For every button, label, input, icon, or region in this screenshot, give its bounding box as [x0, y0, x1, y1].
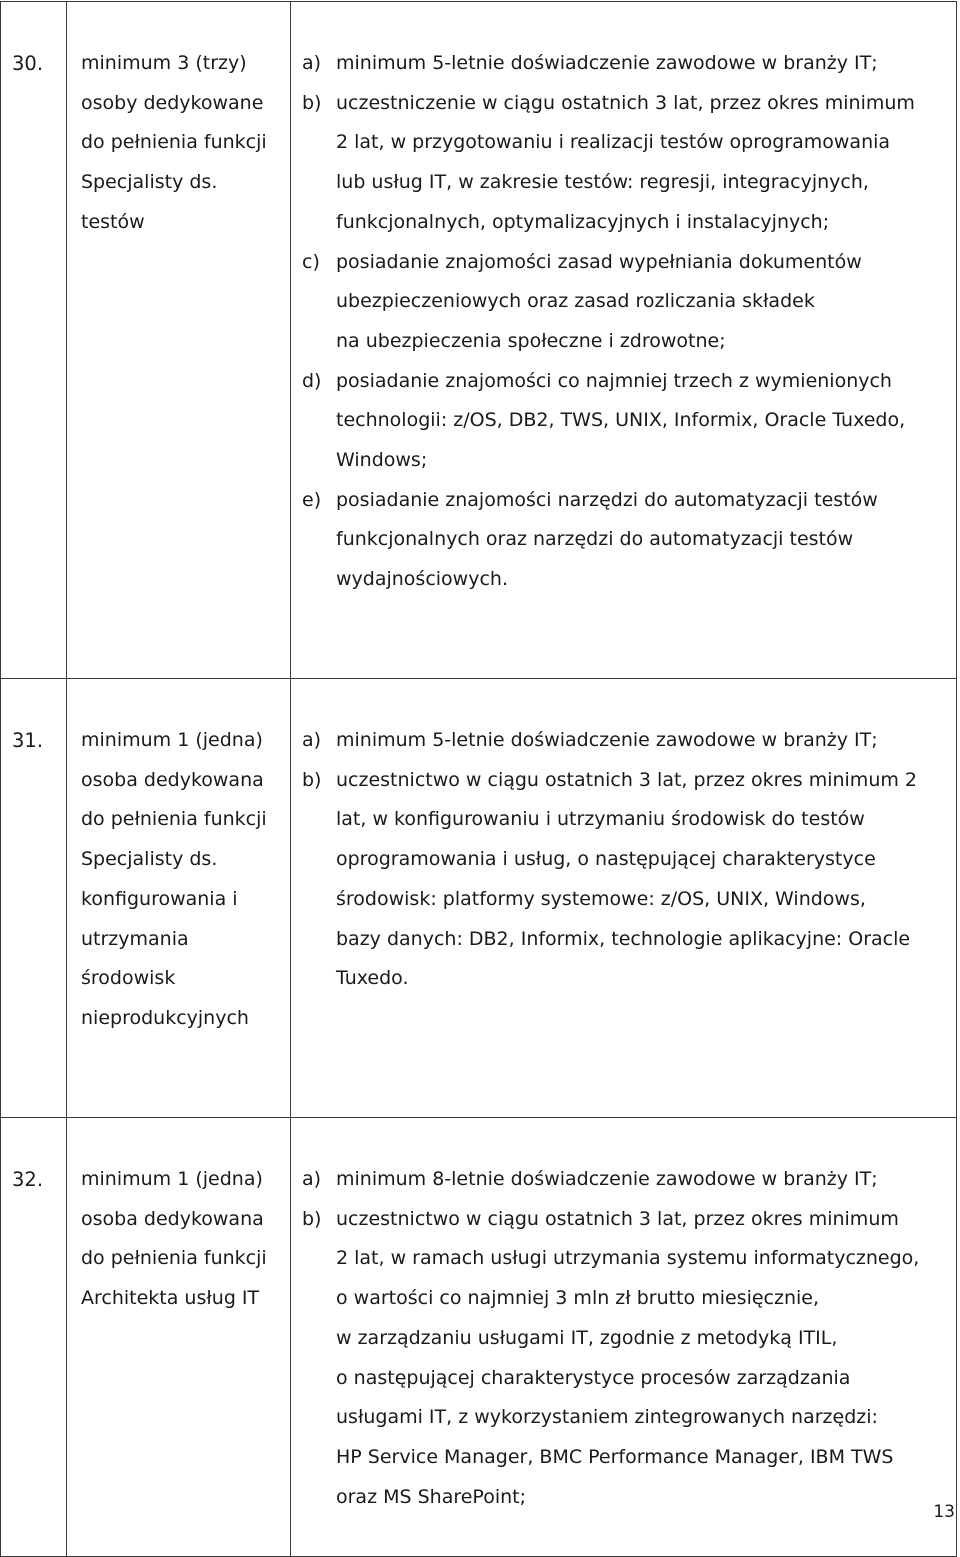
requirement-item [302, 84, 950, 243]
requirement-line: posiadanie znajomości co najmniej trzech z wymienionych [336, 369, 892, 392]
requirements-table [0, 1, 957, 1557]
requirement-item [302, 243, 950, 362]
requirement-line: uczestnictwo w ciągu ostatnich 3 lat, przez okres minimum 2 [336, 768, 917, 791]
requirement-letter: b) [302, 1207, 322, 1230]
role-line: osoba dedykowana [81, 1207, 264, 1230]
row-number: 30. [12, 52, 44, 75]
requirement-letter: b) [302, 768, 322, 791]
requirement-letter: a) [302, 729, 322, 751]
requirement-line: usługami IT, z wykorzystaniem zintegrowanych narzędzi: [336, 1406, 878, 1429]
requirement-item [302, 721, 950, 761]
role-line: testów [81, 210, 145, 233]
requirement-item [302, 44, 950, 84]
row-number-cell [1, 2, 67, 679]
requirement-letter: d) [302, 369, 322, 392]
requirement-letter: e) [302, 488, 322, 511]
row-number-cell [1, 679, 67, 1118]
requirement-line: środowisk: platformy systemowe: z/OS, UNIX, Windows, [336, 887, 866, 910]
requirement-item [302, 1160, 950, 1200]
role-line: do pełnienia funkcji [81, 808, 267, 831]
requirement-line: Windows; [336, 449, 428, 472]
requirement-line: uczestnictwo w ciągu ostatnich 3 lat, przez okres minimum [336, 1207, 899, 1230]
requirement-line: w zarządzaniu usługami IT, zgodnie z metodyką ITIL, [336, 1326, 838, 1349]
row-number-cell [1, 1118, 67, 1557]
requirements-cell [291, 679, 957, 1118]
table-row [1, 1118, 957, 1557]
requirement-line: technologii: z/OS, DB2, TWS, UNIX, Informix, Oracle Tuxedo, [336, 409, 906, 432]
role-line: do pełnienia funkcji [81, 131, 267, 154]
requirement-line: funkcjonalnych, optymalizacyjnych i instalacyjnych; [336, 210, 830, 233]
requirement-line: posiadanie znajomości narzędzi do automatyzacji testów [336, 488, 878, 511]
requirement-line: o następującej charakterystyce procesów zarządzania [336, 1366, 851, 1389]
role-line: Specjalisty ds. [81, 171, 218, 194]
row-number: 32. [12, 1168, 44, 1191]
requirement-line: oraz MS SharePoint; [336, 1485, 526, 1508]
role-line: minimum 3 (trzy) [81, 52, 247, 74]
role-line: do pełnienia funkcji [81, 1247, 267, 1270]
requirement-line: minimum 5-letnie doświadczenie zawodowe w branży IT; [336, 729, 878, 751]
role-line: Specjalisty ds. [81, 848, 218, 871]
requirement-item [302, 362, 950, 481]
requirement-item [302, 481, 950, 600]
requirement-line: uczestniczenie w ciągu ostatnich 3 lat, przez okres minimum [336, 91, 915, 114]
role-line: minimum 1 (jedna) [81, 1168, 263, 1190]
requirement-line: lat, w konfigurowaniu i utrzymaniu środowisk do testów [336, 808, 865, 831]
role-line: środowisk [81, 967, 176, 990]
requirement-line: wydajnościowych. [336, 568, 508, 591]
requirement-letter: b) [302, 91, 322, 114]
requirement-line: HP Service Manager, BMC Performance Manager, IBM TWS [336, 1445, 894, 1468]
role-cell [67, 2, 291, 679]
role-line: osoby dedykowane [81, 91, 264, 114]
role-line: osoba dedykowana [81, 768, 264, 791]
role-line: utrzymania [81, 927, 189, 950]
table-row [1, 679, 957, 1118]
requirement-line: Tuxedo. [336, 967, 409, 990]
role-line: nieprodukcyjnych [81, 1006, 249, 1029]
requirement-line: 2 lat, w ramach usługi utrzymania systemu informatycznego, [336, 1247, 920, 1270]
requirement-line: posiadanie znajomości zasad wypełniania dokumentów [336, 250, 862, 273]
requirement-line: na ubezpieczenia społeczne i zdrowotne; [336, 329, 726, 352]
requirement-letter: a) [302, 52, 322, 74]
role-cell [67, 1118, 291, 1557]
requirement-letter: c) [302, 250, 320, 273]
requirement-item [302, 1200, 950, 1518]
table-row [1, 2, 957, 679]
page-number: 13 [933, 1502, 955, 1522]
requirement-line: lub usług IT, w zakresie testów: regresji, integracyjnych, [336, 171, 869, 194]
requirement-line: minimum 8-letnie doświadczenie zawodowe w branży IT; [336, 1168, 878, 1190]
requirements-cell [291, 1118, 957, 1557]
requirement-line: oprogramowania i usług, o następującej charakterystyce [336, 848, 876, 871]
role-line: Architekta usług IT [81, 1287, 260, 1310]
requirement-item [302, 761, 950, 999]
row-number: 31. [12, 729, 44, 752]
requirements-cell [291, 2, 957, 679]
requirement-letter: a) [302, 1168, 322, 1190]
requirement-line: 2 lat, w przygotowaniu i realizacji testów oprogramowania [336, 131, 891, 154]
requirement-line: funkcjonalnych oraz narzędzi do automatyzacji testów [336, 528, 854, 551]
requirement-line: ubezpieczeniowych oraz zasad rozliczania składek [336, 290, 815, 313]
role-line: minimum 1 (jedna) [81, 729, 263, 751]
requirement-line: minimum 5-letnie doświadczenie zawodowe w branży IT; [336, 52, 878, 74]
requirement-line: bazy danych: DB2, Informix, technologie aplikacyjne: Oracle [336, 927, 911, 950]
requirement-line: o wartości co najmniej 3 mln zł brutto miesięcznie, [336, 1287, 820, 1310]
role-cell [67, 679, 291, 1118]
role-line: konfigurowania i [81, 887, 238, 910]
